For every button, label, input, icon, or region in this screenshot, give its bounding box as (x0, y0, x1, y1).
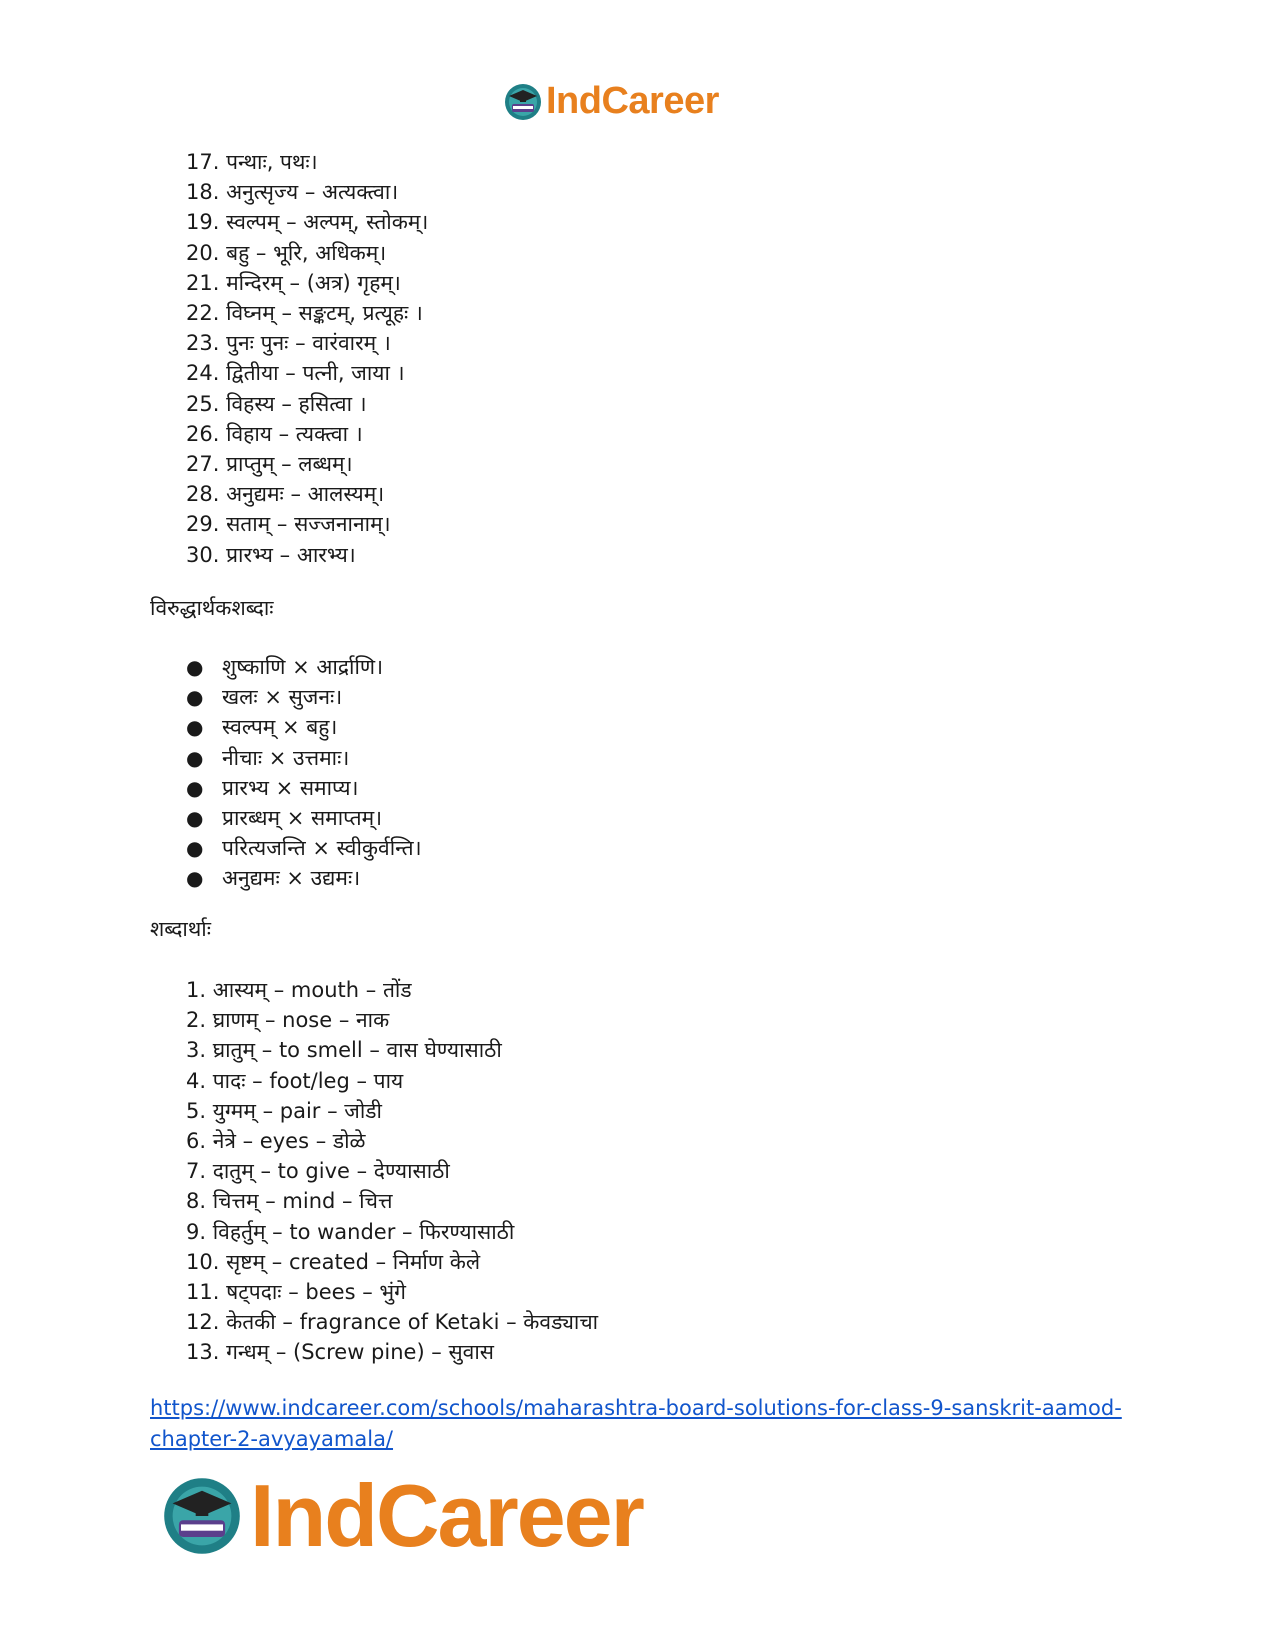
list-item: 13. गन्धम् – (Screw pine) – सुवास (186, 1340, 494, 1365)
list-item: 29. सताम् – सज्जनानाम्। (186, 512, 391, 537)
list-item: 3. घ्रातुम् – to smell – वास घेण्यासाठी (186, 1038, 502, 1063)
graduation-cap-book-icon (503, 82, 543, 122)
list-item: ● शुष्काणि × आर्द्राणि। (186, 652, 422, 682)
bullet-icon: ● (186, 655, 204, 679)
list-item: 26. विहाय – त्यक्त्वा । (186, 421, 363, 446)
list-item: ● प्रारब्धम् × समाप्तम्। (186, 803, 422, 833)
logo-text: IndCareer (250, 1466, 643, 1565)
list-item: 4. पादः – foot/leg – पाय (186, 1068, 404, 1093)
antonyms-heading: विरुद्धार्थकशब्दाः (150, 596, 274, 620)
list-item: ● प्रारभ्य × समाप्य। (186, 773, 422, 803)
meanings-list (186, 975, 598, 1368)
bullet-icon: ● (186, 806, 204, 831)
bullet-icon: ● (186, 775, 204, 800)
list-item: 9. विहर्तुम् – to wander – फिरण्यासाठी (186, 1219, 515, 1244)
bullet-icon: ● (186, 685, 204, 710)
meanings-heading: शब्दार्थाः (150, 917, 211, 941)
source-link[interactable]: https://www.indcareer.com/schools/maharashtra-board-solutions-for-class-9-sanskrit-aamod-chapter-2-avyayamala/ (150, 1396, 1122, 1451)
list-item: 5. युग्मम् – pair – जोडी (186, 1098, 382, 1123)
list-item: 23. पुनः पुनः – वारंवारम् । (186, 331, 391, 356)
logo-text: IndCareer (546, 80, 719, 122)
list-item: 1. आस्यम् – mouth – तोंड (186, 978, 412, 1002)
list-item: 24. द्वितीया – पत्नी, जाया । (186, 361, 405, 386)
list-item: ● नीचाः × उत्तमाः। (186, 743, 422, 773)
list-item: 7. दातुम् – to give – देण्यासाठी (186, 1159, 450, 1184)
list-item: 20. बहु – भूरि, अधिकम्। (186, 240, 387, 265)
list-item: 19. स्वल्पम् – अल्पम्, स्तोकम्। (186, 210, 429, 235)
list-item: 18. अनुत्सृज्य – अत्यक्त्वा। (186, 180, 399, 205)
bullet-icon: ● (186, 715, 204, 740)
header-logo (503, 80, 719, 123)
list-item: 30. प्रारभ्य – आरभ्य। (186, 542, 356, 567)
footer-logo (160, 1465, 643, 1567)
bullet-icon: ● (186, 866, 204, 891)
antonyms-list (186, 652, 422, 894)
bullet-icon: ● (186, 745, 204, 770)
list-item: 17. पन्थाः, पथः। (186, 150, 318, 174)
list-item: ● अनुद्यमः × उद्यमः। (186, 863, 422, 893)
list-item: 10. सृष्टम् – created – निर्माण केले (186, 1249, 481, 1274)
bullet-icon: ● (186, 836, 204, 861)
list-item: 22. विघ्नम् – सङ्कटम्, प्रत्यूहः । (186, 301, 423, 326)
list-item: 2. घ्राणम् – nose – नाक (186, 1008, 390, 1033)
list-item: 28. अनुद्यमः – आलस्यम्। (186, 482, 385, 507)
list-item: 21. मन्दिरम् – (अत्र) गृहम्। (186, 270, 401, 295)
list-item: 8. चित्तम् – mind – चित्त (186, 1189, 393, 1214)
synonym-list (186, 147, 428, 570)
list-item: 27. प्राप्तुम् – लब्धम्। (186, 452, 353, 477)
list-item: 11. षट्पदाः – bees – भुंगे (186, 1280, 406, 1305)
graduation-cap-book-icon (160, 1474, 244, 1558)
list-item: 6. नेत्रे – eyes – डोळे (186, 1129, 366, 1154)
list-item: ● परित्यजन्ति × स्वीकुर्वन्ति। (186, 833, 422, 863)
list-item: ● स्वल्पम् × बहु। (186, 712, 422, 742)
list-item: 25. विहस्य – हसित्वा । (186, 391, 367, 416)
list-item: 12. केतकी – fragrance of Ketaki – केवड्याचा (186, 1310, 599, 1335)
list-item: ● खलः × सुजनः। (186, 682, 422, 712)
